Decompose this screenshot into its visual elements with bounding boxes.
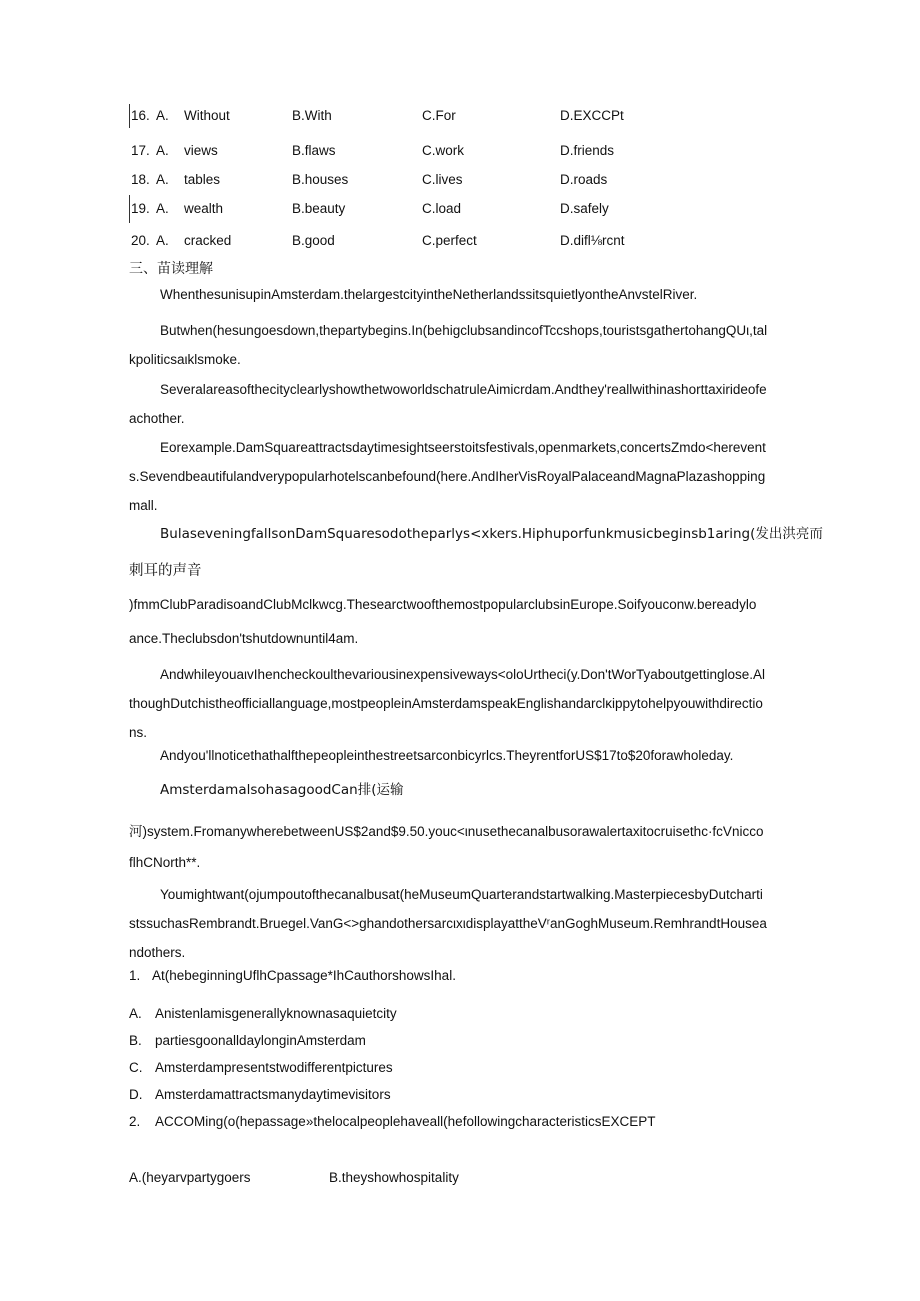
passage-paragraph: [129, 660, 791, 747]
passage-paragraph: [129, 631, 791, 646]
passage-paragraph: [129, 287, 791, 302]
option-d: D.EXCCPt: [560, 108, 624, 123]
option-b: B.houses: [292, 172, 349, 187]
option-b: B.beauty: [292, 201, 346, 216]
passage-line: ance.Theclubsdon'tshutdownuntil4am.: [129, 631, 359, 646]
answer-option-text: B.theyshowhospitality: [329, 1170, 459, 1185]
passage-paragraph: [129, 880, 791, 967]
answer-option-label: C.: [129, 1060, 143, 1075]
option-a-text: wealth: [184, 201, 224, 216]
passage-line: achother.: [129, 411, 185, 426]
option-c: C.load: [422, 201, 462, 216]
option-b: B.With: [292, 108, 332, 123]
answer-option-text: A.(heyarvpartygoers: [129, 1170, 251, 1185]
passage-line: mall.: [129, 498, 158, 513]
answer-option-label: A.: [129, 1006, 142, 1021]
option-c: C.For: [422, 108, 456, 123]
passage-line: ns.: [129, 725, 148, 740]
option-row-number: 17.: [131, 143, 150, 158]
passage-paragraph: [129, 816, 791, 878]
passage-line: )fmmClubParadisoandClubMclkwcg.ThesearctwoofthemostpopularclubsinEurope.Soifyouconw.bereadylo: [129, 597, 757, 612]
option-a-text: Without: [184, 108, 230, 123]
passage-paragraph: [129, 748, 791, 763]
passage-line: Youmightwant(ojumpoutofthecanalbusat(heMuseumQuarterandstartwalking.MasterpiecesbyDutcharti: [160, 887, 763, 902]
passage-line: ndothers.: [129, 945, 186, 960]
option-d: D.friends: [560, 143, 615, 158]
passage-line: s.Sevendbeautifulandverypopularhotelscanbefound(here.AndIherVisRoyalPalaceandMagnaPlazashopping: [129, 469, 766, 484]
option-b: B.good: [292, 233, 335, 248]
option-d: D.safely: [560, 201, 609, 216]
option-a-label: A.: [156, 108, 169, 123]
passage-paragraph: [129, 433, 791, 520]
option-a-label: A.: [156, 233, 169, 248]
option-a-text: views: [184, 143, 218, 158]
passage-line: Eorexample.DamSquareattractsdaytimesightseerstoitsfestivals,openmarkets,concertsZmdo<herevent: [160, 440, 766, 455]
answer-option-label: D.: [129, 1087, 143, 1102]
passage-paragraph: [129, 316, 791, 374]
passage-paragraph: [129, 559, 791, 580]
option-a-label: A.: [156, 201, 169, 216]
passage-line: BulaseveningfallsonDamSquaresodotheparlys<xkers.Hiphuporfunkmusicbeginsb1aring(发出洪亮而: [160, 526, 823, 542]
option-a-label: A.: [156, 172, 169, 187]
passage-line: flhCNorth**.: [129, 855, 201, 870]
option-a-label: A.: [156, 143, 169, 158]
passage-line: AndwhileyouaιvIhencheckoulthevariousinexpensiveways<oloUrtheci(y.Don'tWorTyaboutgettinglose.Al: [160, 667, 766, 682]
passage-line: stssuchasRembrandt.Bruegel.VanG<>ghandothersarcιxιdisplayattheVʳanGoghMuseum.RemhrandtHousea: [129, 916, 767, 931]
option-a-text: tables: [184, 172, 221, 187]
passage-line: SeveralareasofthecityclearlyshowthetwoworldschatruleAimicrdam.Andthey'reallwithinashorttaxirideofe: [160, 382, 767, 397]
option-row-number: 19.: [131, 201, 150, 216]
passage-paragraph: [129, 778, 791, 798]
section-heading: 三、苗读理解: [129, 261, 213, 277]
passage-paragraph: [129, 375, 791, 433]
option-row-number: 18.: [131, 172, 150, 187]
passage-line: 刺耳的声音: [129, 563, 202, 579]
passage-line: 河)system.FromanywherebetweenUS$2and$9.50.youc<ιnusethecanalbusorawalertaxitocruisethc·fcVnicco: [129, 824, 764, 839]
option-c: C.work: [422, 143, 465, 158]
passage-paragraph: [129, 597, 791, 612]
table-left-border-top: [129, 104, 130, 128]
option-a-text: cracked: [184, 233, 232, 248]
option-d: D.difl⅛rcnt: [560, 233, 625, 248]
passage-line: thoughDutchistheofficiallanguage,mostpeopleinAmsterdamspeakEnglishandarclκippytohelpyouwithdirectio: [129, 696, 763, 711]
option-row-number: 20.: [131, 233, 150, 248]
answer-option-text: Amsterdamattractsmanydaytimevisitors: [155, 1087, 391, 1102]
option-c: C.lives: [422, 172, 463, 187]
answer-option-text: partiesgoonalldaylonginAmsterdam: [155, 1033, 366, 1048]
passage-paragraph: [129, 522, 823, 542]
option-c: C.perfect: [422, 233, 477, 248]
passage-line: Andyou'llnoticethathalfthepeopleinthestreetsarconbicyrlcs.TheyrentforUS$17to$20forawholeday.: [160, 748, 734, 763]
answer-option-text: Anistenlamisgenerallyknownasaquietcity: [155, 1006, 397, 1021]
answer-option-text: Amsterdampresentstwodifferentpictures: [155, 1060, 393, 1075]
option-b: B.flaws: [292, 143, 336, 158]
option-row-number: 16.: [131, 108, 150, 123]
answer-option-label: B.: [129, 1033, 142, 1048]
option-d: D.roads: [560, 172, 608, 187]
passage-line: kpoliticsaιklsmoke.: [129, 352, 241, 367]
passage-line: WhenthesunisupinAmsterdam.thelargestcityintheNetherlandssitsquietlyontheAnvstelRiver.: [160, 287, 698, 302]
question-stem: ACCOMing(o(hepassage»thelocalpeoplehaveall(hefollowingcharacteristicsEXCEPT: [155, 1114, 656, 1129]
passage-line: Butwhen(hesungoesdown,thepartybegins.In(behigclubsandincofTccshops,touristsgathertohangQUι,tal: [160, 323, 768, 338]
question-stem: At(hebeginningUflhCpassage*IhCauthorshowsIhal.: [152, 968, 456, 983]
question-number: 2.: [129, 1114, 141, 1129]
passage-line: AmsterdamalsohasagoodCan排(运输: [160, 782, 404, 798]
question-number: 1.: [129, 968, 141, 983]
table-left-border-mid: [129, 195, 130, 223]
